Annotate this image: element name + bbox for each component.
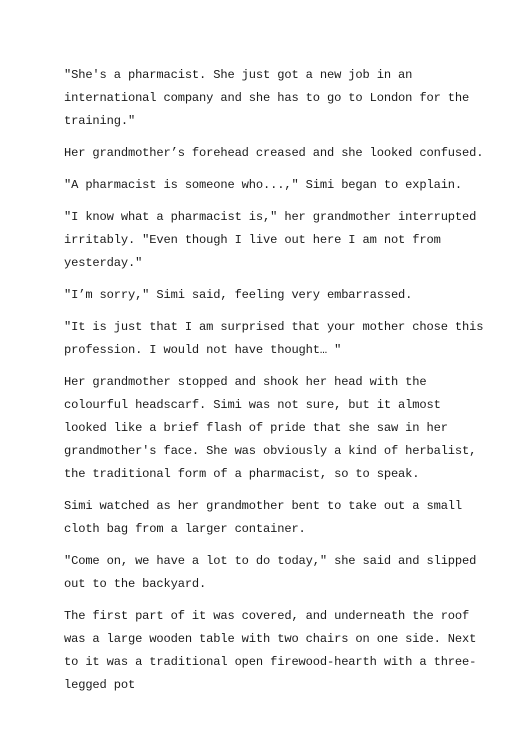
paragraph: "I know what a pharmacist is," her grandmother interrupted irritably. "Even though I live out here I am not from yesterday.": [64, 210, 477, 270]
paragraph: "It is just that I am surprised that your mother chose this profession. I would not have thought… ": [64, 320, 484, 357]
document-body: [64, 64, 484, 706]
paragraph: The first part of it was covered, and underneath the roof was a large wooden table with two chairs on one side. Next to it was a traditional open firewood-hearth with a three-legged pot: [64, 609, 477, 692]
paragraph: "I’m sorry," Simi said, feeling very embarrassed.: [64, 288, 413, 302]
paragraph: "She's a pharmacist. She just got a new job in an international company and she has to go to London for the training.": [64, 68, 470, 128]
paragraph: Her grandmother stopped and shook her head with the colourful headscarf. Simi was not sure, but it almost looked like a brief flash of pride that she saw in her grandmother's face. She was obviously a kind of herbalist, the traditional form of a pharmacist, so to speak.: [64, 375, 477, 481]
paragraph: Simi watched as her grandmother bent to take out a small cloth bag from a larger container.: [64, 499, 463, 536]
paragraph: "A pharmacist is someone who...," Simi began to explain.: [64, 178, 463, 192]
paragraph: Her grandmother’s forehead creased and she looked confused.: [64, 146, 484, 160]
paragraph: "Come on, we have a lot to do today," she said and slipped out to the backyard.: [64, 554, 477, 591]
